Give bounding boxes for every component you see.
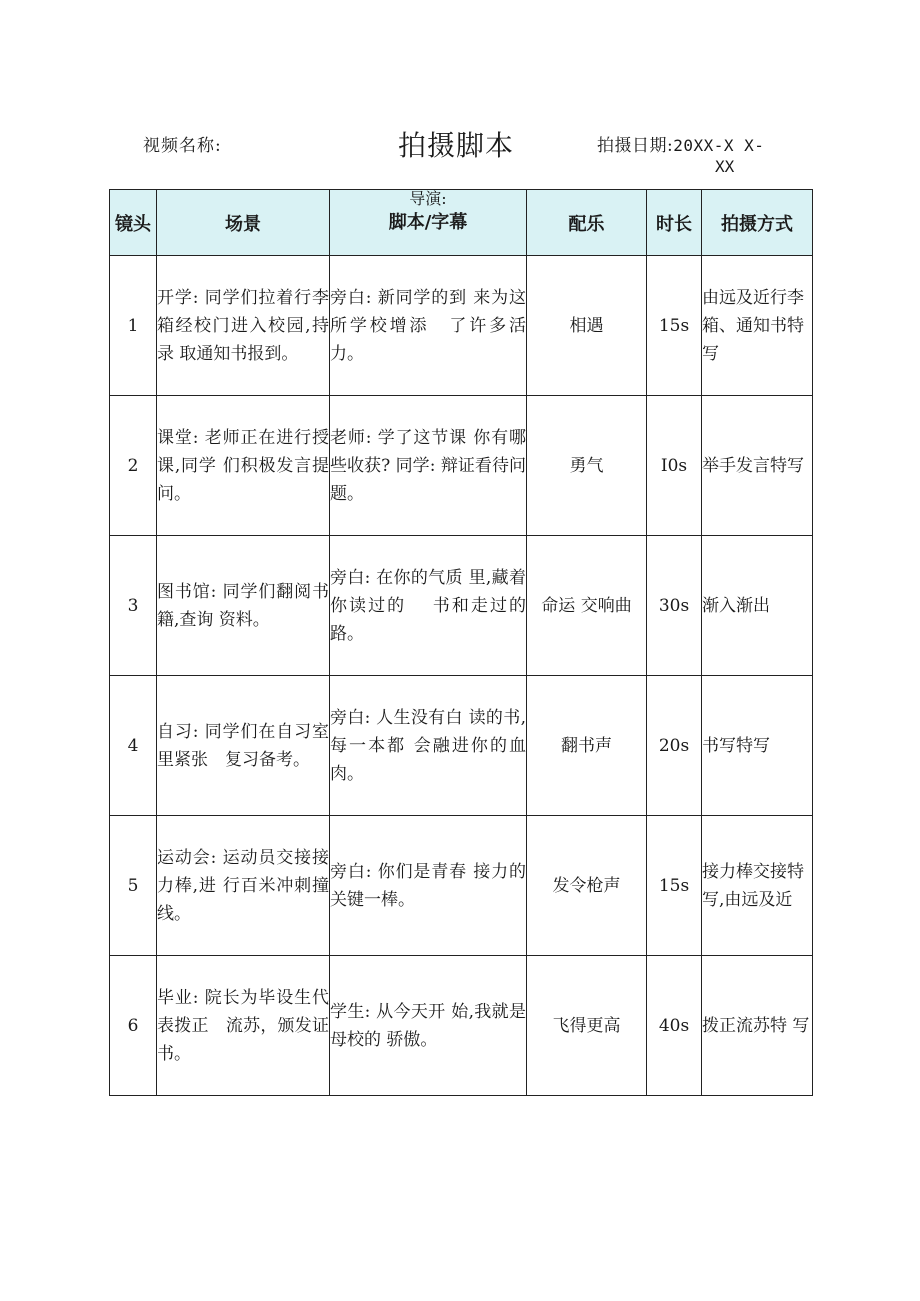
shooting-script-table xyxy=(109,189,813,1096)
duration-cell: 15s xyxy=(647,256,702,396)
shoot-date xyxy=(597,131,764,156)
column-header-scene: 场景 xyxy=(157,190,330,256)
duration-cell: 15s xyxy=(647,816,702,956)
column-header-music: 配乐 xyxy=(527,190,647,256)
music-cell: 命运 交响曲 xyxy=(527,536,647,676)
table-row xyxy=(110,256,813,396)
column-header-method: 拍摄方式 xyxy=(702,190,813,256)
method-cell: 举手发言特写 xyxy=(702,396,813,536)
column-header-shot: 镜头 xyxy=(110,190,157,256)
shoot-date-value: 20XX-X X- xyxy=(673,136,765,155)
script-cell: 旁白: 你们是青春 接力的关键一棒。 xyxy=(330,816,527,956)
method-cell: 接力棒交接特写,由远及近 xyxy=(702,816,813,956)
music-cell: 发令枪声 xyxy=(527,816,647,956)
script-cell: 旁白: 人生没有白 读的书,每一本都 会融进你的血肉。 xyxy=(330,676,527,816)
table-row xyxy=(110,536,813,676)
shot-number: 4 xyxy=(110,676,157,816)
script-label: 脚本/字幕 xyxy=(388,212,468,233)
page-title: 拍摄脚本 xyxy=(398,129,515,162)
duration-cell: 30s xyxy=(647,536,702,676)
scene-cell: 开学: 同学们拉着行李箱经校门进入校园,持录 取通知书报到。 xyxy=(157,256,330,396)
scene-cell: 自习: 同学们在自习室里紧张 复习备考。 xyxy=(157,676,330,816)
column-header-duration: 时长 xyxy=(647,190,702,256)
music-cell: 飞得更高 xyxy=(527,956,647,1096)
scene-cell: 毕业: 院长为毕设生代表拨正 流苏，颁发证 书。 xyxy=(157,956,330,1096)
shot-number: 5 xyxy=(110,816,157,956)
column-header-script xyxy=(330,190,527,256)
music-cell: 翻书声 xyxy=(527,676,647,816)
shoot-date-label: 拍摄日期: xyxy=(597,136,674,156)
table-row xyxy=(110,816,813,956)
scene-cell: 运动会: 运动员交接接力棒,进 行百米冲刺撞 线。 xyxy=(157,816,330,956)
script-cell: 旁白: 在你的气质 里,藏着你读过的 书和走过的路。 xyxy=(330,536,527,676)
table-row xyxy=(110,396,813,536)
script-cell: 老师: 学了这节课 你有哪些收获? 同学: 辩证看待问 题。 xyxy=(330,396,527,536)
scene-cell: 课堂: 老师正在进行授课,同学 们积极发言提 问。 xyxy=(157,396,330,536)
table-row xyxy=(110,676,813,816)
shot-number: 6 xyxy=(110,956,157,1096)
table-header-row xyxy=(110,190,813,256)
video-name-label: 视频名称: xyxy=(143,136,222,156)
shot-number: 2 xyxy=(110,396,157,536)
director-label: 导演: xyxy=(409,189,447,208)
music-cell: 勇气 xyxy=(527,396,647,536)
method-cell: 拨正流苏特 写 xyxy=(702,956,813,1096)
music-cell: 相遇 xyxy=(527,256,647,396)
method-cell: 书写特写 xyxy=(702,676,813,816)
duration-cell: 20s xyxy=(647,676,702,816)
shot-number: 3 xyxy=(110,536,157,676)
method-cell: 由远及近行李箱、通知书特写 xyxy=(702,256,813,396)
duration-cell: I0s xyxy=(647,396,702,536)
shoot-date-value-continued: XX xyxy=(715,157,735,176)
method-cell: 渐入渐出 xyxy=(702,536,813,676)
duration-cell: 40s xyxy=(647,956,702,1096)
script-cell: 学生: 从今天开 始,我就是母校的 骄傲。 xyxy=(330,956,527,1096)
script-cell: 旁白: 新同学的到 来为这所学校增添 了许多活力。 xyxy=(330,256,527,396)
shot-number: 1 xyxy=(110,256,157,396)
table-row xyxy=(110,956,813,1096)
scene-cell: 图书馆: 同学们翻阅书籍,查询 资料。 xyxy=(157,536,330,676)
